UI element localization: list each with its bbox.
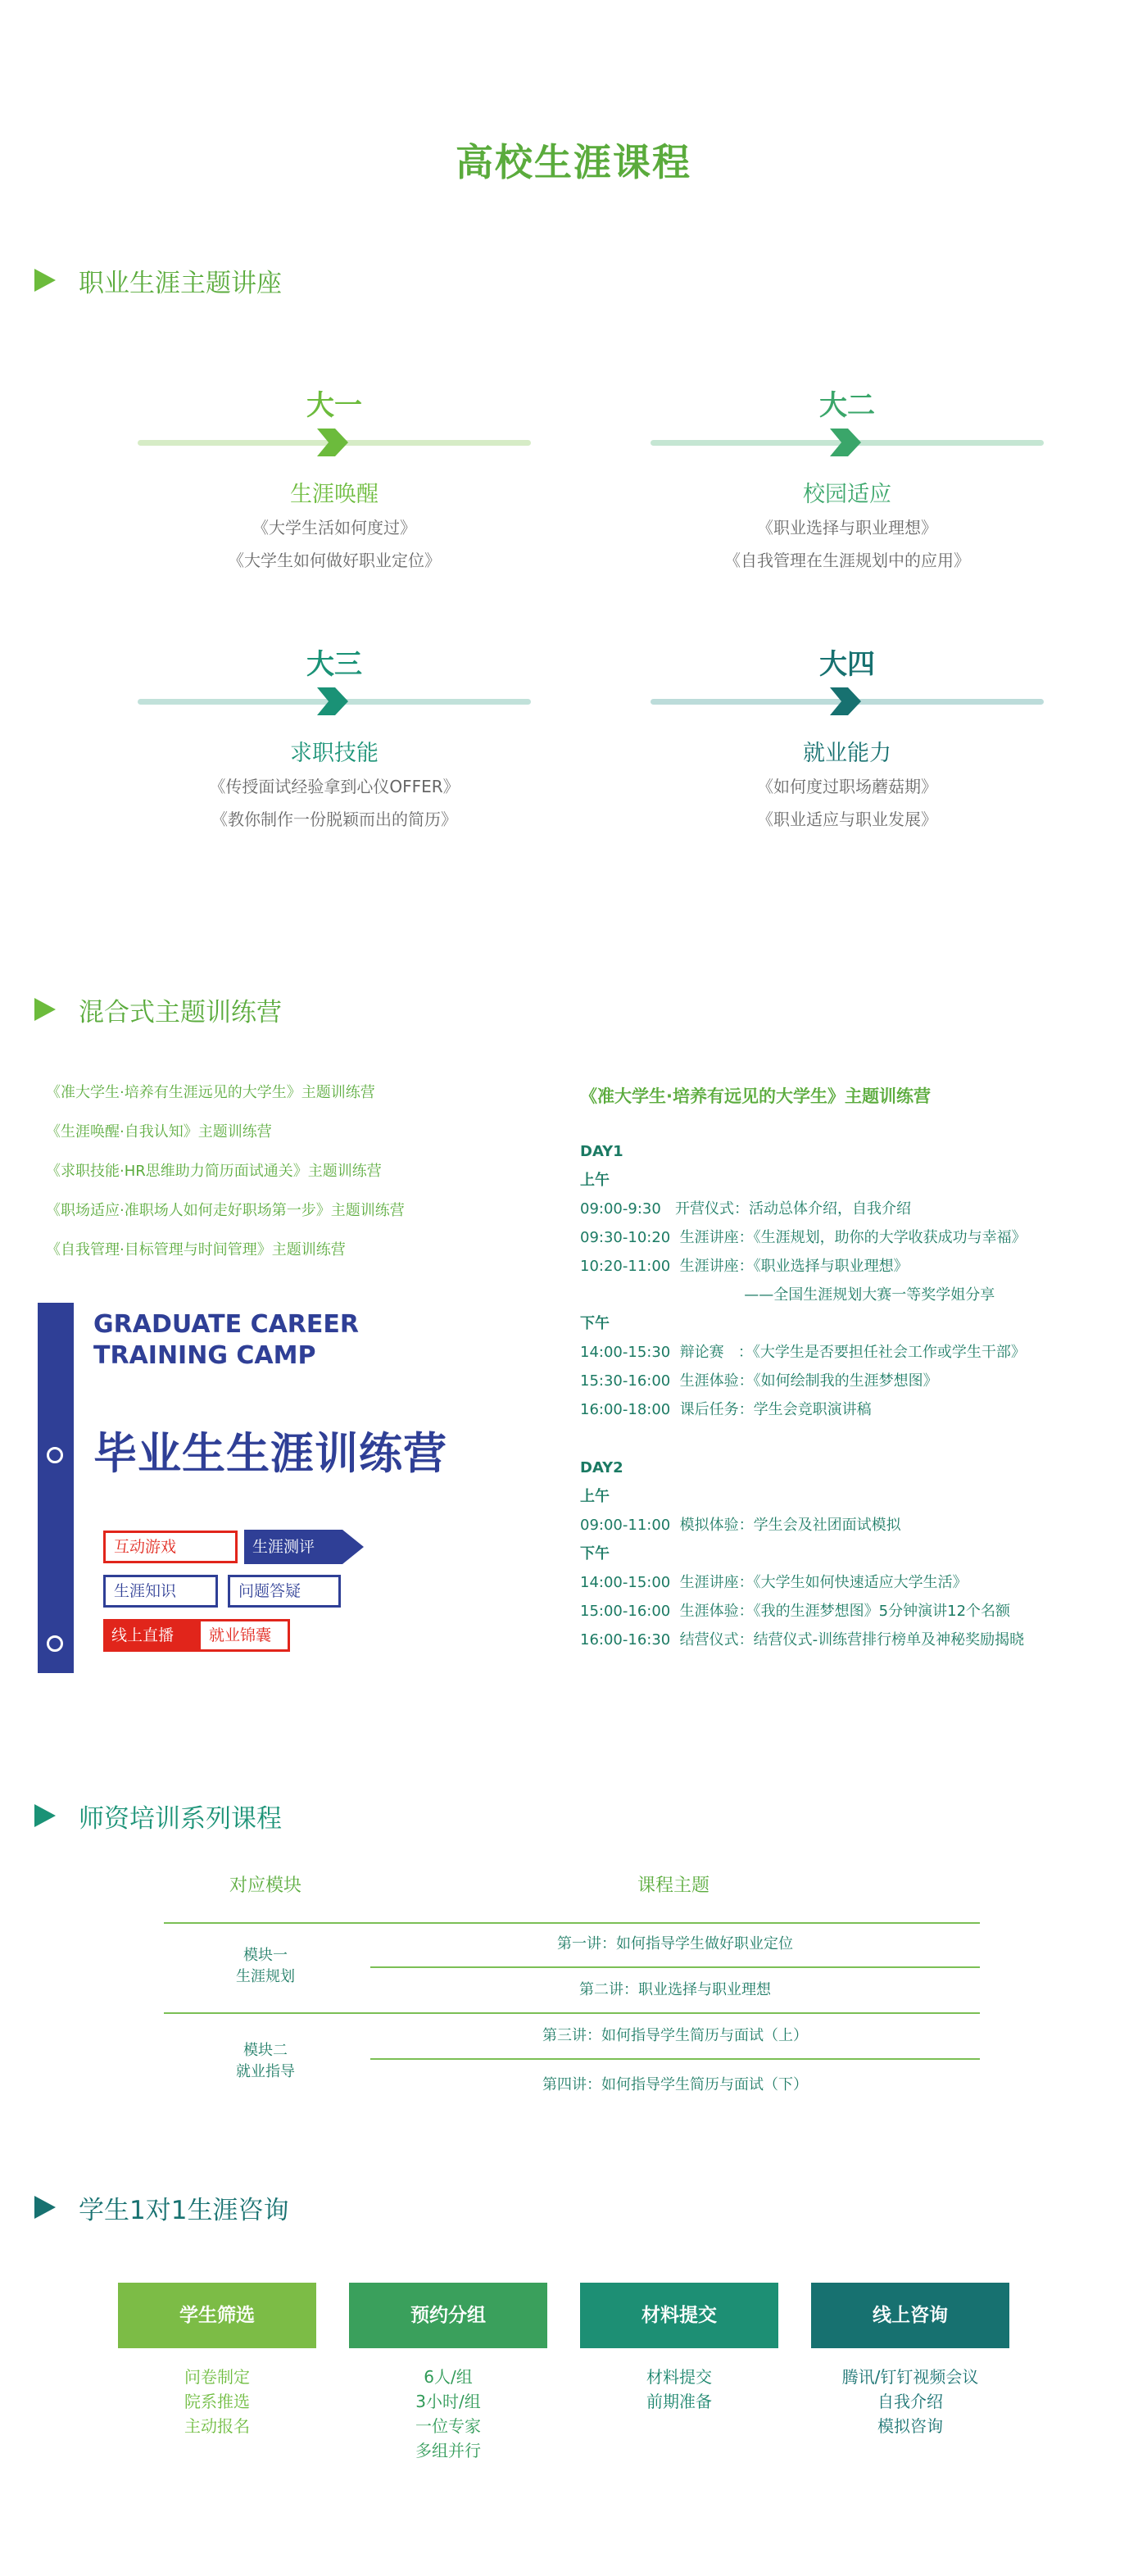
schedule-part-label: 上午 — [580, 1172, 610, 1189]
consult-detail-item: 院系推选 — [184, 2392, 250, 2411]
module-name — [184, 2040, 347, 2083]
poster-english-line: TRAINING CAMP — [93, 1341, 316, 1370]
consult-detail-item: 问卷制定 — [184, 2367, 250, 2387]
lecture-theme: 校园适应 — [803, 482, 891, 507]
table-divider — [370, 2058, 980, 2060]
schedule-row: 09:30-10:20 生涯讲座：《生涯规划，助你的大学收获成功与幸福》 — [580, 1229, 1027, 1246]
lecture-course: 《大学生如何做好职业定位》 — [228, 551, 441, 570]
lecture-course: 《职业选择与职业理想》 — [757, 518, 937, 537]
schedule-day — [580, 1454, 1104, 1654]
lesson-title: 第四讲：如何指导学生简历与面试（下） — [542, 2076, 808, 2093]
lecture-theme: 求职技能 — [290, 741, 379, 766]
schedule-part-label: 下午 — [580, 1315, 610, 1332]
consult-detail-item: 3小时/组 — [415, 2392, 481, 2411]
lecture-year: 大一 — [306, 389, 362, 422]
consult-detail-item: 模拟咨询 — [877, 2416, 943, 2436]
poster-english-title — [93, 1309, 359, 1372]
module-name-line: 就业指导 — [236, 2063, 295, 2080]
poster-english-line: GRADUATE CAREER — [93, 1310, 359, 1339]
consult-detail-item: 腾讯/钉钉视频会议 — [841, 2367, 979, 2387]
lecture-year: 大二 — [819, 389, 875, 422]
chevron-right-icon — [827, 685, 863, 718]
table-divider — [370, 1966, 980, 1968]
lecture-progress-bar — [642, 426, 1052, 459]
schedule-row: 15:30-16:00 生涯体验：《如何绘制我的生涯梦想图》 — [580, 1372, 938, 1390]
schedule-row: 14:00-15:00 生涯讲座：《大学生如何快速适应大学生活》 — [580, 1574, 968, 1591]
schedule-day-label: DAY1 — [580, 1143, 623, 1160]
consult-step-details — [349, 2365, 547, 2463]
camp-list-item: 《求职技能·HR思维助力简历面试通关》主题训练营 — [46, 1163, 382, 1180]
schedule-row: 16:00-16:30 结营仪式：结营仪式-训练营排行榜单及神秘奖励揭晓 — [580, 1631, 1025, 1649]
page-title: 高校生涯课程 — [456, 140, 691, 184]
section-camp-heading — [34, 993, 282, 1026]
schedule-row: 09:00-9:30 开营仪式：活动总体介绍，自我介绍 — [580, 1200, 911, 1218]
consult-step-details — [811, 2365, 1009, 2438]
lecture-year-block — [642, 385, 1052, 577]
camp-list-item: 《职场适应·准职场人如何走好职场第一步》主题训练营 — [46, 1202, 405, 1219]
tag-live-stream: 线上直播 — [103, 1619, 198, 1652]
tag-career-assessment: 生涯测评 — [252, 1538, 315, 1556]
lecture-course: 《大学生活如何度过》 — [252, 518, 416, 537]
module-name-line: 模块一 — [243, 1947, 288, 1964]
lecture-year-block — [129, 385, 539, 577]
camp-list-item: 《自我管理·目标管理与时间管理》主题训练营 — [46, 1241, 346, 1259]
camp-list — [46, 1073, 554, 1270]
ring-icon — [47, 1447, 63, 1463]
tag-qa: 问题答疑 — [228, 1575, 341, 1608]
triangle-bullet-icon — [34, 269, 56, 292]
module-name — [184, 1945, 347, 1988]
chevron-right-icon — [314, 685, 350, 718]
tag-career-knowledge: 生涯知识 — [103, 1575, 218, 1608]
lecture-progress-bar — [129, 685, 539, 718]
lecture-theme: 就业能力 — [803, 741, 891, 766]
schedule-day — [580, 1137, 1104, 1424]
module-name-line: 模块二 — [243, 2042, 288, 2059]
section-teacher-heading — [34, 1799, 282, 1832]
schedule-part-label: 下午 — [580, 1545, 610, 1562]
consult-step-box: 材料提交 — [580, 2283, 778, 2348]
poster-spine — [38, 1303, 74, 1673]
consult-detail-item: 6人/组 — [424, 2367, 473, 2387]
camp-schedule — [580, 1080, 1104, 1654]
lecture-course: 《教你制作一份脱颖而出的简历》 — [211, 810, 457, 829]
triangle-bullet-icon — [34, 1804, 56, 1827]
ring-icon — [47, 1635, 63, 1652]
schedule-row: 14:00-15:30 辩论赛 ：《大学生是否要担任社会工作或学生干部》 — [580, 1344, 1026, 1361]
lecture-course: 《如何度过职场蘑菇期》 — [757, 777, 937, 796]
section-title: 职业生涯主题讲座 — [79, 268, 282, 298]
module-name-line: 生涯规划 — [236, 1968, 295, 1985]
poster-chinese-title: 毕业生生涯训练营 — [93, 1429, 447, 1479]
consult-step-box: 学生筛选 — [118, 2283, 316, 2348]
lesson-title: 第三讲：如何指导学生简历与面试（上） — [542, 2027, 808, 2044]
lecture-year: 大三 — [306, 648, 362, 681]
schedule-title: 《准大学生·培养有远见的大学生》主题训练营 — [580, 1086, 931, 1106]
consult-detail-item: 主动报名 — [184, 2416, 250, 2436]
table-divider — [164, 2012, 980, 2014]
section-title: 师资培训系列课程 — [79, 1803, 282, 1834]
lecture-course: 《自我管理在生涯规划中的应用》 — [724, 551, 970, 570]
lecture-year-block — [642, 644, 1052, 836]
schedule-row: 10:20-11:00 生涯讲座：《职业选择与职业理想》 — [580, 1258, 909, 1275]
consult-step-details — [580, 2365, 778, 2414]
consult-detail-item: 自我介绍 — [877, 2392, 943, 2411]
section-title: 混合式主题训练营 — [79, 997, 282, 1027]
lecture-course: 《职业适应与职业发展》 — [757, 810, 937, 829]
lecture-theme: 生涯唤醒 — [290, 482, 379, 507]
schedule-row: 16:00-18:00 课后任务：学生会竞职演讲稿 — [580, 1401, 872, 1418]
tag-job-tips: 就业锦囊 — [198, 1619, 290, 1652]
lecture-course: 《传授面试经验拿到心仪OFFER》 — [209, 777, 460, 796]
tag-interactive-game: 互动游戏 — [103, 1531, 238, 1563]
consult-detail-item: 材料提交 — [646, 2367, 712, 2387]
consult-step-details — [118, 2365, 316, 2438]
lecture-progress-bar — [129, 426, 539, 459]
section-consult-heading — [34, 2191, 288, 2224]
triangle-bullet-icon — [34, 998, 56, 1021]
consult-step-box: 预约分组 — [349, 2283, 547, 2348]
chevron-right-icon — [314, 426, 350, 459]
camp-poster-card — [34, 1303, 542, 1673]
schedule-row: 09:00-11:00 模拟体验：学生会及社团面试模拟 — [580, 1517, 901, 1534]
consult-detail-item: 一位专家 — [415, 2416, 481, 2436]
section-lectures-heading — [34, 264, 282, 297]
lecture-progress-bar — [642, 685, 1052, 718]
lecture-year: 大四 — [819, 648, 875, 681]
chevron-right-icon — [827, 426, 863, 459]
consult-detail-item: 前期准备 — [646, 2392, 712, 2411]
table-header-topic: 课程主题 — [637, 1875, 710, 1896]
camp-list-item: 《准大学生·培养有生涯远见的大学生》主题训练营 — [46, 1084, 375, 1101]
lecture-year-block — [129, 644, 539, 836]
schedule-row: 15:00-16:00 生涯体验：《我的生涯梦想图》5分钟演讲12个名额 — [580, 1603, 1011, 1620]
schedule-part-label: 上午 — [580, 1488, 610, 1505]
section-title: 学生1对1生涯咨询 — [79, 2195, 289, 2225]
table-divider — [164, 1922, 980, 1924]
lesson-title: 第一讲：如何指导学生做好职业定位 — [557, 1935, 793, 1952]
schedule-day-label: DAY2 — [580, 1459, 623, 1476]
consult-step-box: 线上咨询 — [811, 2283, 1009, 2348]
consult-detail-item: 多组并行 — [415, 2441, 481, 2460]
triangle-bullet-icon — [34, 2196, 56, 2219]
schedule-row: ——全国生涯规划大赛一等奖学姐分享 — [580, 1286, 995, 1304]
table-header-module: 对应模块 — [229, 1875, 301, 1896]
lesson-title: 第二讲：职业选择与职业理想 — [579, 1981, 771, 1998]
camp-list-item: 《生涯唤醒·自我认知》主题训练营 — [46, 1123, 272, 1141]
